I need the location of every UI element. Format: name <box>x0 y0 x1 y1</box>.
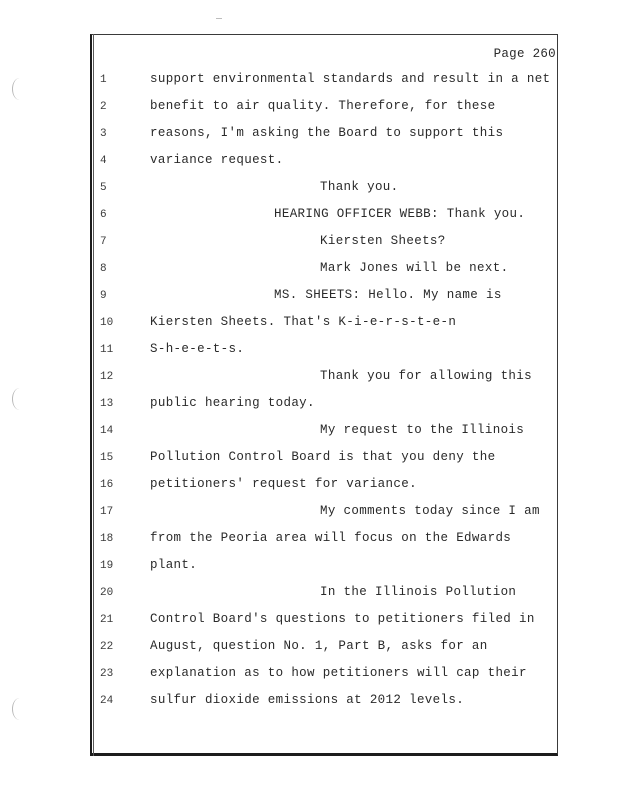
line-number: 15 <box>100 452 114 464</box>
line-number: 4 <box>100 155 107 167</box>
line-number: 7 <box>100 236 107 248</box>
line-number: 17 <box>100 506 114 518</box>
line-text: Pollution Control Board is that you deny the <box>150 450 496 464</box>
line-text: Thank you for allowing this <box>320 369 532 383</box>
line-text: variance request. <box>150 153 284 167</box>
page-number: Page 260 <box>493 47 556 61</box>
line-number: 1 <box>100 74 107 86</box>
line-text: MS. SHEETS: Hello. My name is <box>274 288 502 302</box>
line-text: S-h-e-e-t-s. <box>150 342 245 356</box>
line-text: from the Peoria area will focus on the Edwards <box>150 531 512 545</box>
line-number: 11 <box>100 344 114 356</box>
line-number: 22 <box>100 641 114 653</box>
binder-hole-middle <box>12 388 27 410</box>
line-number: 18 <box>100 533 114 545</box>
line-number: 6 <box>100 209 107 221</box>
line-text: August, question No. 1, Part B, asks for an <box>150 639 488 653</box>
line-number: 10 <box>100 317 114 329</box>
line-number: 3 <box>100 128 107 140</box>
line-number: 2 <box>100 101 107 113</box>
line-number: 21 <box>100 614 114 626</box>
line-text: In the Illinois Pollution <box>320 585 517 599</box>
line-text: Kiersten Sheets. That's K-i-e-r-s-t-e-n <box>150 315 457 329</box>
line-number: 5 <box>100 182 107 194</box>
line-text: My comments today since I am <box>320 504 540 518</box>
line-number: 8 <box>100 263 107 275</box>
line-text: support environmental standards and result in a net <box>150 72 551 86</box>
line-number: 24 <box>100 695 114 707</box>
binder-hole-top <box>12 78 27 100</box>
line-text: Kiersten Sheets? <box>320 234 446 248</box>
line-number: 19 <box>100 560 114 572</box>
line-number: 13 <box>100 398 114 410</box>
line-text: explanation as to how petitioners will cap their <box>150 666 527 680</box>
line-number: 20 <box>100 587 114 599</box>
line-text: HEARING OFFICER WEBB: Thank you. <box>274 207 526 221</box>
line-text: reasons, I'm asking the Board to support this <box>150 126 504 140</box>
line-number: 9 <box>100 290 107 302</box>
line-number: 16 <box>100 479 114 491</box>
line-text: Control Board's questions to petitioners filed in <box>150 612 535 626</box>
line-text: benefit to air quality. Therefore, for these <box>150 99 496 113</box>
line-text: public hearing today. <box>150 396 315 410</box>
line-text: Mark Jones will be next. <box>320 261 509 275</box>
line-text: plant. <box>150 558 198 572</box>
line-text: Thank you. <box>320 180 399 194</box>
line-number: 23 <box>100 668 114 680</box>
line-text: sulfur dioxide emissions at 2012 levels. <box>150 693 465 707</box>
binder-hole-bottom <box>12 698 27 720</box>
scan-speck <box>216 18 222 19</box>
line-number: 12 <box>100 371 114 383</box>
line-number-margin-rule <box>93 34 94 756</box>
line-number: 14 <box>100 425 114 437</box>
line-text: My request to the Illinois <box>320 423 525 437</box>
line-text: petitioners' request for variance. <box>150 477 417 491</box>
